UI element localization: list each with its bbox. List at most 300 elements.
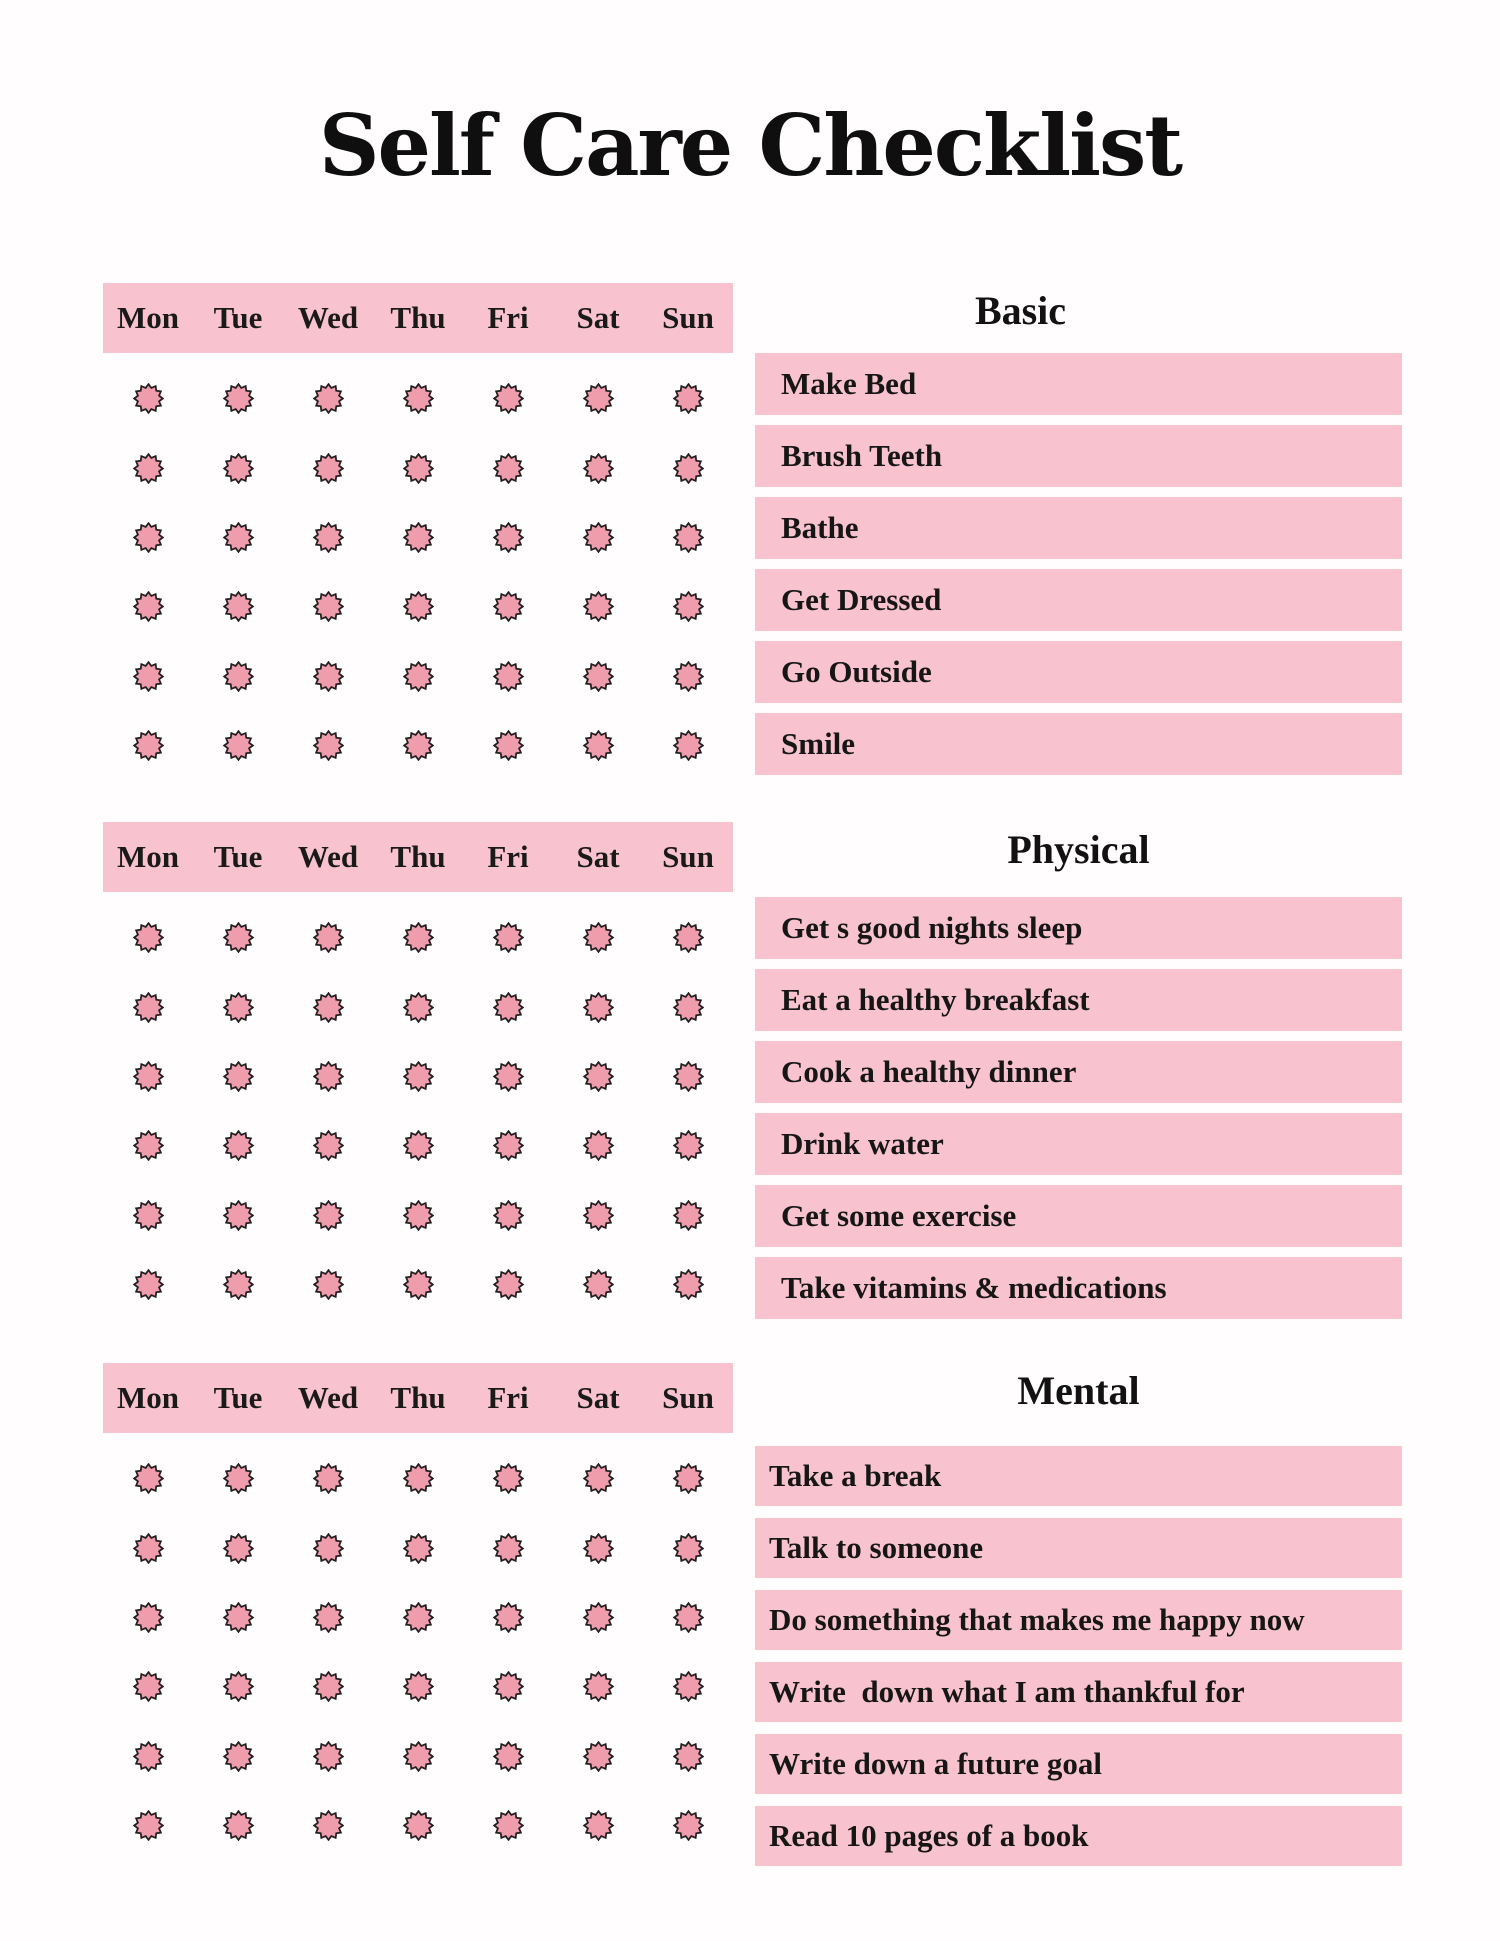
tracker-grid	[103, 1433, 733, 1860]
starburst-icon	[133, 383, 164, 414]
tracker-cell	[103, 972, 193, 1041]
tracker-cell	[463, 711, 553, 780]
task-label: Get some exercise	[781, 1198, 1017, 1233]
tracker-cell	[553, 1722, 643, 1791]
tracker-grid	[103, 892, 733, 1319]
tracker-cell	[193, 1583, 283, 1652]
starburst-icon	[313, 730, 344, 761]
tracker-cell	[283, 1111, 373, 1180]
task-label: Write down a future goal	[769, 1746, 1102, 1781]
tracker-cell	[553, 1513, 643, 1582]
starburst-icon	[313, 1741, 344, 1772]
starburst-icon	[403, 453, 434, 484]
starburst-icon	[313, 522, 344, 553]
starburst-icon	[223, 730, 254, 761]
tracker-cell	[283, 642, 373, 711]
tracker-cell	[373, 903, 463, 972]
tracker-cell	[373, 1791, 463, 1860]
day-label: Sat	[576, 1380, 620, 1415]
task-label: Bathe	[781, 510, 859, 545]
starburst-icon	[133, 1463, 164, 1494]
tracker-cell	[283, 1513, 373, 1582]
starburst-icon	[223, 383, 254, 414]
tracker-cell	[103, 1042, 193, 1111]
starburst-icon	[133, 1810, 164, 1841]
starburst-icon	[673, 661, 704, 692]
day-label: Tue	[213, 839, 263, 874]
task-item	[755, 1446, 1402, 1506]
starburst-icon	[583, 661, 614, 692]
tracker-cell	[193, 1181, 283, 1250]
tracker-cell	[283, 972, 373, 1041]
tracker-cell	[553, 1111, 643, 1180]
starburst-icon	[583, 1810, 614, 1841]
starburst-icon	[223, 1200, 254, 1231]
starburst-icon	[673, 1741, 704, 1772]
tracker-cell	[283, 1444, 373, 1513]
task-item	[755, 1662, 1402, 1722]
starburst-icon	[223, 1533, 254, 1564]
starburst-icon	[313, 1463, 344, 1494]
starburst-icon	[223, 453, 254, 484]
starburst-icon	[493, 1463, 524, 1494]
starburst-icon	[403, 1602, 434, 1633]
task-item	[755, 641, 1402, 703]
starburst-icon	[133, 591, 164, 622]
tracker-cell	[283, 1583, 373, 1652]
task-list-mental	[755, 1446, 1402, 1866]
tracker-cell	[643, 1250, 733, 1319]
tracker-cell	[103, 1791, 193, 1860]
section-heading-mental: Mental	[1017, 1368, 1140, 1413]
tracker-cell	[643, 642, 733, 711]
tracker-cell	[463, 1513, 553, 1582]
starburst-icon	[133, 992, 164, 1023]
day-header-row	[103, 822, 733, 892]
starburst-icon	[313, 922, 344, 953]
task-item	[755, 1734, 1402, 1794]
section-heading-physical: Physical	[1007, 827, 1150, 872]
tracker-cell	[463, 503, 553, 572]
starburst-icon	[403, 1533, 434, 1564]
task-item	[755, 425, 1402, 487]
tracker-cell	[553, 1444, 643, 1513]
task-list-physical	[755, 897, 1402, 1319]
starburst-icon	[313, 453, 344, 484]
starburst-icon	[313, 1533, 344, 1564]
day-label: Thu	[390, 839, 446, 874]
task-label: Smile	[781, 726, 856, 761]
tracker-cell	[553, 572, 643, 641]
starburst-icon	[403, 1061, 434, 1092]
starburst-icon	[673, 1533, 704, 1564]
tracker-cell	[643, 1042, 733, 1111]
tracker-cell	[373, 1652, 463, 1721]
starburst-icon	[493, 730, 524, 761]
day-label: Sat	[576, 839, 620, 874]
starburst-icon	[493, 522, 524, 553]
starburst-icon	[673, 1269, 704, 1300]
tracker-cell	[283, 711, 373, 780]
tracker-cell	[193, 1722, 283, 1791]
day-label: Tue	[213, 300, 263, 335]
tracker-cell	[553, 1652, 643, 1721]
tracker-cell	[103, 1111, 193, 1180]
tracker-cell	[103, 711, 193, 780]
starburst-icon	[223, 661, 254, 692]
starburst-icon	[313, 591, 344, 622]
task-label: Get Dressed	[781, 582, 942, 617]
tasks-basic	[755, 283, 1402, 785]
task-item	[755, 897, 1402, 959]
day-label: Wed	[297, 300, 359, 335]
task-label: Cook a healthy dinner	[781, 1054, 1077, 1089]
task-label: Eat a healthy breakfast	[781, 982, 1090, 1017]
day-label: Tue	[213, 1380, 263, 1415]
tracker-cell	[463, 364, 553, 433]
day-label: Sun	[662, 1380, 714, 1415]
tracker-cell	[373, 503, 463, 572]
tracker-cell	[463, 972, 553, 1041]
tasks-physical	[755, 822, 1402, 1329]
tracker-cell	[643, 1444, 733, 1513]
tracker-cell	[463, 1444, 553, 1513]
starburst-icon	[493, 922, 524, 953]
tracker-cell	[643, 1111, 733, 1180]
tracker-cell	[553, 642, 643, 711]
starburst-icon	[403, 383, 434, 414]
task-list-basic	[755, 353, 1402, 775]
tracker-cell	[103, 364, 193, 433]
task-label: Write down what I am thankful for	[769, 1674, 1245, 1709]
tracker-cell	[643, 972, 733, 1041]
task-label: Read 10 pages of a book	[769, 1818, 1089, 1853]
starburst-icon	[223, 1810, 254, 1841]
tracker-cell	[103, 1583, 193, 1652]
task-label: Brush Teeth	[781, 438, 943, 473]
tracker-cell	[283, 364, 373, 433]
tracker-cell	[463, 1583, 553, 1652]
day-label: Mon	[117, 839, 179, 874]
task-item	[755, 969, 1402, 1031]
tracker-cell	[283, 1250, 373, 1319]
tasks-mental	[755, 1363, 1402, 1878]
tracker-cell	[103, 433, 193, 502]
tracker-cell	[193, 711, 283, 780]
task-label: Get s good nights sleep	[781, 910, 1083, 945]
tracker-cell	[373, 433, 463, 502]
tracker-cell	[463, 433, 553, 502]
day-label: Fri	[487, 839, 529, 874]
task-item	[755, 1590, 1402, 1650]
starburst-icon	[583, 992, 614, 1023]
starburst-icon	[313, 661, 344, 692]
tracker-cell	[373, 1444, 463, 1513]
day-label: Thu	[390, 300, 446, 335]
starburst-icon	[403, 1810, 434, 1841]
tracker-cell	[643, 711, 733, 780]
tracker-cell	[463, 1722, 553, 1791]
starburst-icon	[583, 522, 614, 553]
tracker-cell	[193, 1652, 283, 1721]
tracker-cell	[283, 572, 373, 641]
section-heading-basic: Basic	[974, 288, 1067, 333]
starburst-icon	[673, 453, 704, 484]
starburst-icon	[223, 1061, 254, 1092]
starburst-icon	[493, 661, 524, 692]
tracker-cell	[103, 1181, 193, 1250]
starburst-icon	[493, 383, 524, 414]
starburst-icon	[403, 922, 434, 953]
tracker-cell	[103, 1250, 193, 1319]
tracker-cell	[103, 572, 193, 641]
starburst-icon	[313, 1602, 344, 1633]
starburst-icon	[403, 522, 434, 553]
starburst-icon	[583, 1741, 614, 1772]
tracker-cell	[643, 433, 733, 502]
starburst-icon	[493, 1061, 524, 1092]
tracker-cell	[553, 364, 643, 433]
tracker-cell	[463, 903, 553, 972]
starburst-icon	[583, 1269, 614, 1300]
tracker-cell	[463, 1791, 553, 1860]
tracker-cell	[283, 1791, 373, 1860]
starburst-icon	[223, 1602, 254, 1633]
tracker-cell	[103, 503, 193, 572]
tracker-cell	[643, 1722, 733, 1791]
starburst-icon	[403, 1741, 434, 1772]
task-label: Drink water	[781, 1126, 944, 1161]
starburst-icon	[403, 992, 434, 1023]
starburst-icon	[223, 1463, 254, 1494]
day-label: Mon	[117, 1380, 179, 1415]
starburst-icon	[673, 591, 704, 622]
starburst-icon	[583, 1061, 614, 1092]
tracker-cell	[373, 642, 463, 711]
tracker-cell	[643, 1181, 733, 1250]
starburst-icon	[133, 1200, 164, 1231]
tracker-cell	[283, 1042, 373, 1111]
tracker-cell	[553, 1250, 643, 1319]
starburst-icon	[493, 1130, 524, 1161]
starburst-icon	[133, 522, 164, 553]
tracker-cell	[553, 1583, 643, 1652]
task-label: Do something that makes me happy now	[769, 1602, 1305, 1637]
tracker-cell	[463, 1181, 553, 1250]
tracker-cell	[193, 642, 283, 711]
starburst-icon	[223, 591, 254, 622]
day-label: Fri	[487, 1380, 529, 1415]
starburst-icon	[223, 992, 254, 1023]
starburst-icon	[223, 1130, 254, 1161]
tracker-cell	[553, 903, 643, 972]
day-label: Mon	[117, 300, 179, 335]
starburst-icon	[313, 1200, 344, 1231]
starburst-icon	[493, 1269, 524, 1300]
tracker-cell	[193, 1111, 283, 1180]
starburst-icon	[133, 1130, 164, 1161]
tracker-cell	[193, 503, 283, 572]
task-label: Talk to someone	[769, 1530, 984, 1565]
tracker-physical	[103, 822, 733, 1319]
starburst-icon	[313, 383, 344, 414]
tracker-cell	[373, 364, 463, 433]
tracker-cell	[373, 1722, 463, 1791]
tracker-cell	[643, 364, 733, 433]
starburst-icon	[313, 1061, 344, 1092]
day-label: Thu	[390, 1380, 446, 1415]
tracker-cell	[193, 1513, 283, 1582]
starburst-icon	[133, 730, 164, 761]
day-label: Wed	[297, 839, 359, 874]
starburst-icon	[493, 1671, 524, 1702]
starburst-icon	[223, 922, 254, 953]
tracker-cell	[643, 1513, 733, 1582]
starburst-icon	[223, 1269, 254, 1300]
tracker-cell	[193, 433, 283, 502]
starburst-icon	[583, 1533, 614, 1564]
task-item	[755, 353, 1402, 415]
tracker-cell	[553, 1791, 643, 1860]
tracker-cell	[193, 572, 283, 641]
tracker-cell	[373, 1250, 463, 1319]
starburst-icon	[673, 730, 704, 761]
starburst-icon	[313, 1130, 344, 1161]
starburst-icon	[673, 922, 704, 953]
starburst-icon	[313, 1810, 344, 1841]
starburst-icon	[403, 1463, 434, 1494]
starburst-icon	[403, 661, 434, 692]
starburst-icon	[583, 1602, 614, 1633]
tracker-cell	[373, 1042, 463, 1111]
starburst-icon	[133, 661, 164, 692]
starburst-icon	[583, 922, 614, 953]
day-label: Sun	[662, 300, 714, 335]
day-label: Sun	[662, 839, 714, 874]
tracker-cell	[193, 364, 283, 433]
tracker-cell	[373, 1181, 463, 1250]
task-label: Take a break	[769, 1458, 942, 1493]
tracker-cell	[283, 1181, 373, 1250]
starburst-icon	[403, 1269, 434, 1300]
tracker-grid	[103, 353, 733, 780]
starburst-icon	[133, 1269, 164, 1300]
tracker-cell	[283, 433, 373, 502]
tracker-cell	[193, 1444, 283, 1513]
starburst-icon	[493, 453, 524, 484]
tracker-cell	[103, 1513, 193, 1582]
starburst-icon	[673, 1810, 704, 1841]
tracker-cell	[553, 972, 643, 1041]
task-label: Take vitamins & medications	[781, 1270, 1167, 1305]
tracker-cell	[463, 1652, 553, 1721]
starburst-icon	[673, 1200, 704, 1231]
starburst-icon	[133, 453, 164, 484]
day-header-row	[103, 1363, 733, 1433]
tracker-cell	[553, 1181, 643, 1250]
task-item	[755, 569, 1402, 631]
task-item	[755, 713, 1402, 775]
starburst-icon	[493, 1741, 524, 1772]
task-label: Make Bed	[781, 366, 917, 401]
tracker-cell	[463, 642, 553, 711]
starburst-icon	[403, 591, 434, 622]
starburst-icon	[583, 1463, 614, 1494]
tracker-cell	[463, 1042, 553, 1111]
tracker-cell	[193, 972, 283, 1041]
starburst-icon	[223, 522, 254, 553]
tracker-cell	[373, 1583, 463, 1652]
starburst-icon	[673, 383, 704, 414]
task-item	[755, 497, 1402, 559]
starburst-icon	[583, 453, 614, 484]
task-item	[755, 1257, 1402, 1319]
starburst-icon	[673, 992, 704, 1023]
tracker-cell	[553, 503, 643, 572]
starburst-icon	[583, 591, 614, 622]
tracker-cell	[373, 972, 463, 1041]
starburst-icon	[493, 992, 524, 1023]
tracker-cell	[643, 1652, 733, 1721]
starburst-icon	[313, 992, 344, 1023]
tracker-cell	[373, 1513, 463, 1582]
starburst-icon	[133, 1741, 164, 1772]
tracker-cell	[193, 1250, 283, 1319]
starburst-icon	[493, 591, 524, 622]
tracker-cell	[373, 1111, 463, 1180]
tracker-cell	[283, 1722, 373, 1791]
tracker-cell	[193, 1791, 283, 1860]
tracker-cell	[553, 1042, 643, 1111]
starburst-icon	[673, 1061, 704, 1092]
tracker-cell	[193, 903, 283, 972]
starburst-icon	[493, 1200, 524, 1231]
tracker-cell	[193, 1042, 283, 1111]
tracker-cell	[373, 572, 463, 641]
day-header-row	[103, 283, 733, 353]
day-label: Sat	[576, 300, 620, 335]
starburst-icon	[403, 1671, 434, 1702]
starburst-icon	[583, 1200, 614, 1231]
task-item	[755, 1806, 1402, 1866]
starburst-icon	[493, 1533, 524, 1564]
tracker-cell	[643, 903, 733, 972]
starburst-icon	[673, 1463, 704, 1494]
tracker-cell	[103, 1652, 193, 1721]
tracker-cell	[373, 711, 463, 780]
task-item	[755, 1113, 1402, 1175]
tracker-cell	[463, 572, 553, 641]
starburst-icon	[133, 1533, 164, 1564]
starburst-icon	[133, 1671, 164, 1702]
page-title: Self Care Checklist	[318, 96, 1182, 195]
starburst-icon	[583, 383, 614, 414]
tracker-cell	[643, 503, 733, 572]
task-label: Go Outside	[781, 654, 932, 689]
starburst-icon	[493, 1810, 524, 1841]
starburst-icon	[673, 1602, 704, 1633]
tracker-cell	[643, 572, 733, 641]
starburst-icon	[403, 1200, 434, 1231]
starburst-icon	[223, 1741, 254, 1772]
task-item	[755, 1185, 1402, 1247]
tracker-cell	[643, 1791, 733, 1860]
task-item	[755, 1518, 1402, 1578]
starburst-icon	[133, 1602, 164, 1633]
tracker-cell	[283, 903, 373, 972]
tracker-cell	[103, 903, 193, 972]
starburst-icon	[583, 730, 614, 761]
